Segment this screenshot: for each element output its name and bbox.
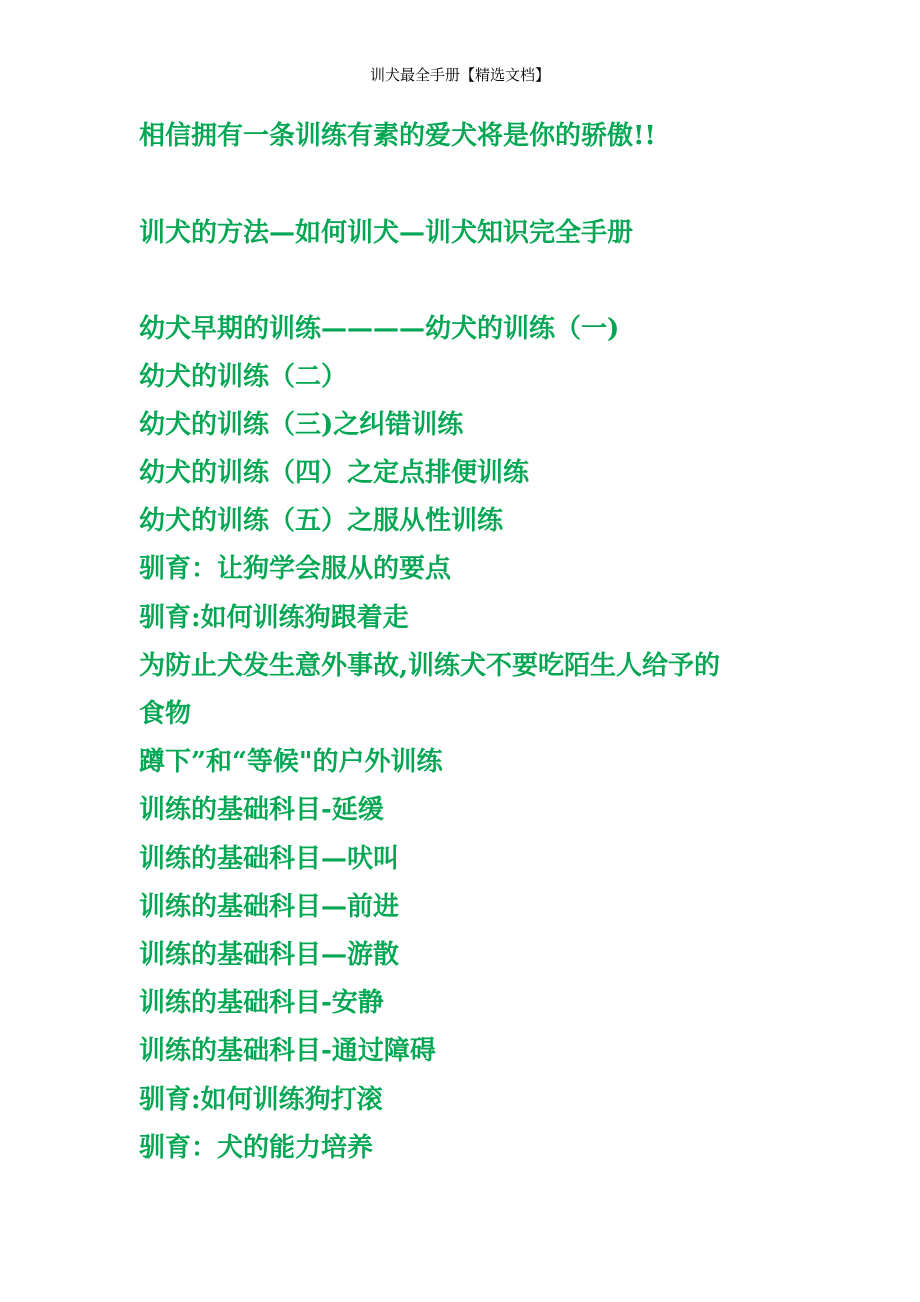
list-item: 幼犬的训练（二） xyxy=(139,362,348,392)
list-item: 驯育：让狗学会服从的要点 xyxy=(139,554,452,584)
list-item: 为防止犬发生意外事故,训练犬不要吃陌生人给予的 xyxy=(139,651,721,681)
list-item: 训练的基础科目—前进 xyxy=(139,892,400,922)
list-item: 幼犬的训练（五）之服从性训练 xyxy=(139,506,504,536)
list-item: 训练的基础科目—吠叫 xyxy=(139,844,400,874)
list-item: 幼犬的训练（三)之纠错训练 xyxy=(139,410,464,440)
intro-line: 相信拥有一条训练有素的爱犬将是你的骄傲!! xyxy=(139,121,656,151)
list-item: 驯育：犬的能力培养 xyxy=(139,1133,374,1163)
list-item-continuation: 食物 xyxy=(139,699,192,729)
list-item: 驯育:如何训练狗打滚 xyxy=(139,1085,383,1115)
list-item: 幼犬的训练（四）之定点排便训练 xyxy=(139,458,530,488)
list-item: 训练的基础科目-安静 xyxy=(139,988,384,1018)
list-item: 训练的基础科目—游散 xyxy=(139,940,400,970)
list-item: 驯育:如何训练狗跟着走 xyxy=(139,603,409,633)
list-item: 训练的基础科目-通过障碍 xyxy=(139,1036,436,1066)
document-title: 训犬的方法—如何训犬—训犬知识完全手册 xyxy=(139,218,634,248)
list-item: 蹲下”和“等候"的户外训练 xyxy=(139,747,443,777)
list-item: 幼犬早期的训练————幼犬的训练（一) xyxy=(139,314,620,344)
page-header: 训犬最全手册【精选文档】 xyxy=(369,66,550,84)
list-item: 训练的基础科目-延缓 xyxy=(139,795,384,825)
